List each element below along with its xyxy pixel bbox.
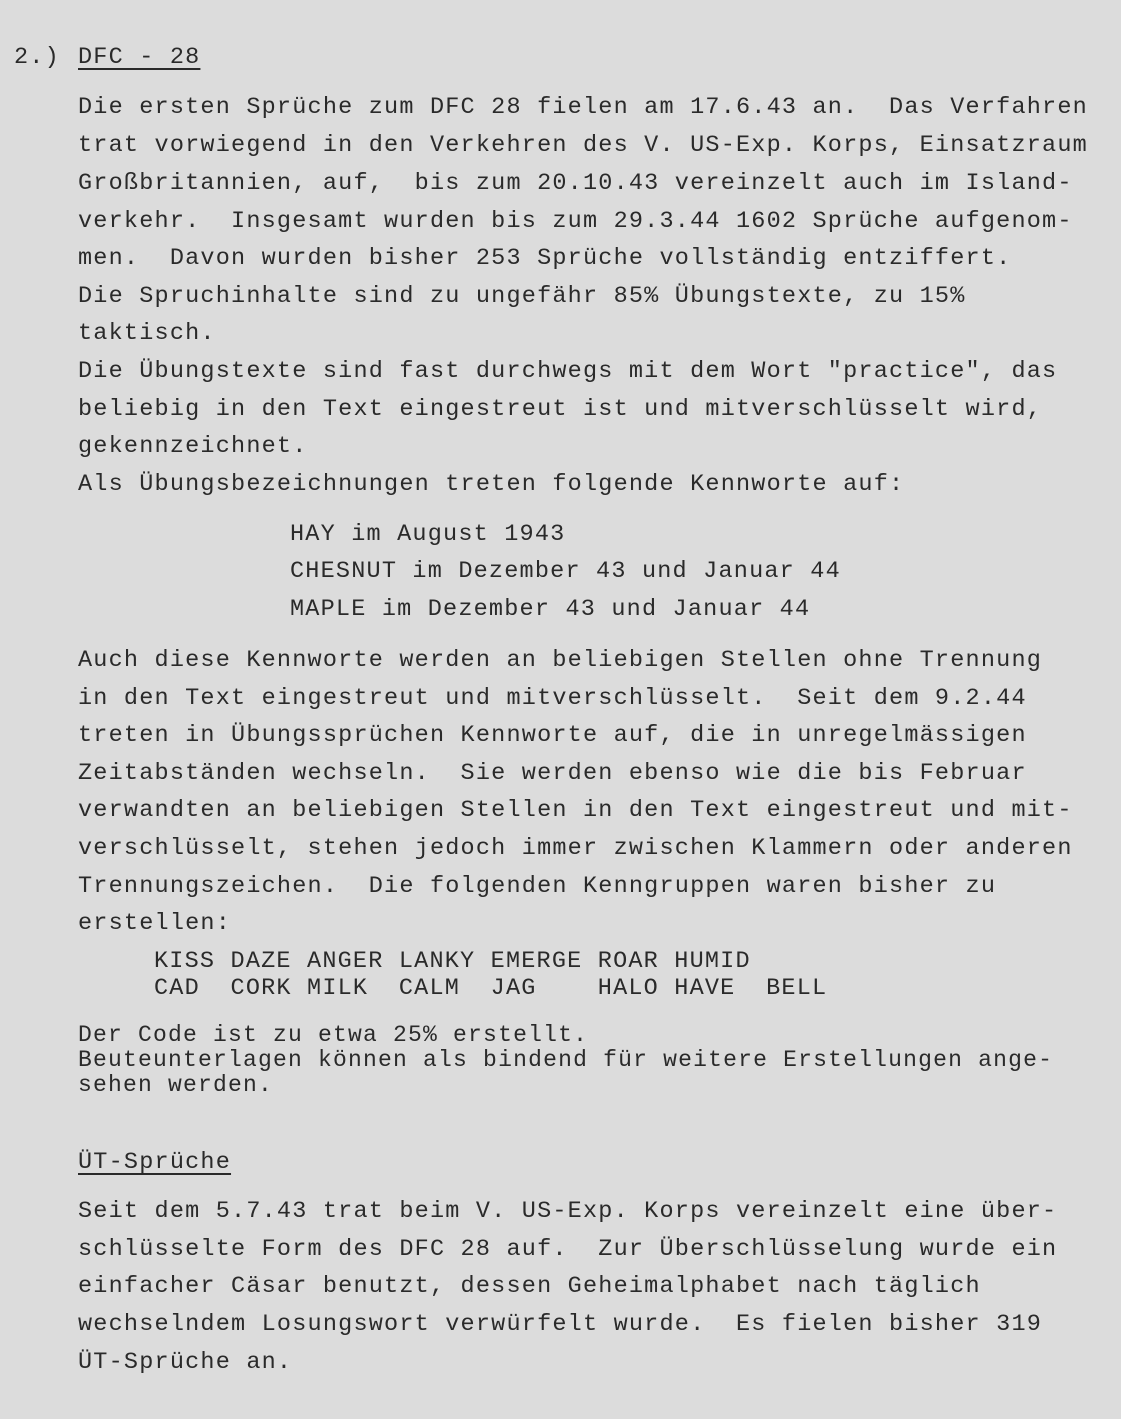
paragraph-3-line: sehen werden. bbox=[78, 1072, 274, 1098]
code-group-row: CAD CORK MILK CALM JAG HALO HAVE BELL bbox=[154, 975, 828, 1002]
paragraph-1-line: taktisch. bbox=[78, 320, 216, 347]
subheading: ÜT-Sprüche bbox=[78, 1149, 232, 1176]
paragraph-1-line: Großbritannien, auf, bis zum 20.10.43 vereinzelt auch im Island- bbox=[78, 170, 1073, 197]
paragraph-4-line: Seit dem 5.7.43 trat beim V. US-Exp. Korps vereinzelt eine über- bbox=[78, 1198, 1058, 1225]
paragraph-1-line: gekennzeichnet. bbox=[78, 433, 308, 460]
paragraph-4-line: schlüsselte Form des DFC 28 auf. Zur Überschlüsselung wurde ein bbox=[78, 1236, 1058, 1263]
paragraph-2-line: verwandten an beliebigen Stellen in den Text eingestreut und mit- bbox=[78, 797, 1073, 824]
paragraph-1-line: men. Davon wurden bisher 253 Sprüche vollständig entziffert. bbox=[78, 245, 1012, 272]
paragraph-1-line: Die ersten Sprüche zum DFC 28 fielen am 17.6.43 an. Das Verfahren bbox=[78, 94, 1088, 121]
paragraph-2-line: Trennungszeichen. Die folgenden Kenngruppen waren bisher zu bbox=[78, 873, 997, 900]
paragraph-3-line: Beuteunterlagen können als bindend für weitere Erstellungen ange- bbox=[78, 1047, 1054, 1073]
keyword-item: CHESNUT im Dezember 43 und Januar 44 bbox=[290, 558, 841, 585]
paragraph-2-line: Zeitabständen wechseln. Sie werden ebenso wie die bis Februar bbox=[78, 760, 1027, 787]
paragraph-3-line: Der Code ist zu etwa 25% erstellt. bbox=[78, 1022, 589, 1048]
paragraph-1-line: Als Übungsbezeichnungen treten folgende Kennworte auf: bbox=[78, 471, 905, 498]
paragraph-1-line: beliebig in den Text eingestreut ist und mitverschlüsselt wird, bbox=[78, 396, 1043, 423]
code-group-row: KISS DAZE ANGER LANKY EMERGE ROAR HUMID bbox=[154, 948, 751, 975]
keyword-item: MAPLE im Dezember 43 und Januar 44 bbox=[290, 596, 811, 623]
paragraph-4-line: ÜT-Sprüche an. bbox=[78, 1349, 293, 1376]
section-title: DFC - 28 bbox=[78, 44, 201, 71]
paragraph-1-line: Die Spruchinhalte sind zu ungefähr 85% Übungstexte, zu 15% bbox=[78, 283, 966, 310]
paragraph-2-line: in den Text eingestreut und mitverschlüsselt. Seit dem 9.2.44 bbox=[78, 685, 1027, 712]
paragraph-2-line: erstellen: bbox=[78, 910, 232, 937]
paragraph-4-line: einfacher Cäsar benutzt, dessen Geheimalphabet nach täglich bbox=[78, 1273, 981, 1300]
paragraph-2-line: Auch diese Kennworte werden an beliebigen Stellen ohne Trennung bbox=[78, 647, 1043, 674]
paragraph-1-line: Die Übungstexte sind fast durchwegs mit dem Wort "practice", das bbox=[78, 358, 1058, 385]
paragraph-2-line: treten in Übungssprüchen Kennworte auf, die in unregelmässigen bbox=[78, 722, 1027, 749]
paragraph-1-line: verkehr. Insgesamt wurden bis zum 29.3.44 1602 Sprüche aufgenom- bbox=[78, 208, 1073, 235]
paragraph-1-line: trat vorwiegend in den Verkehren des V. US-Exp. Korps, Einsatzraum bbox=[78, 132, 1088, 159]
section-number: 2.) bbox=[14, 44, 60, 71]
paragraph-2-line: verschlüsselt, stehen jedoch immer zwischen Klammern oder anderen bbox=[78, 835, 1073, 862]
keyword-item: HAY im August 1943 bbox=[290, 521, 566, 548]
paragraph-4-line: wechselndem Losungswort verwürfelt wurde. Es fielen bisher 319 bbox=[78, 1311, 1043, 1338]
